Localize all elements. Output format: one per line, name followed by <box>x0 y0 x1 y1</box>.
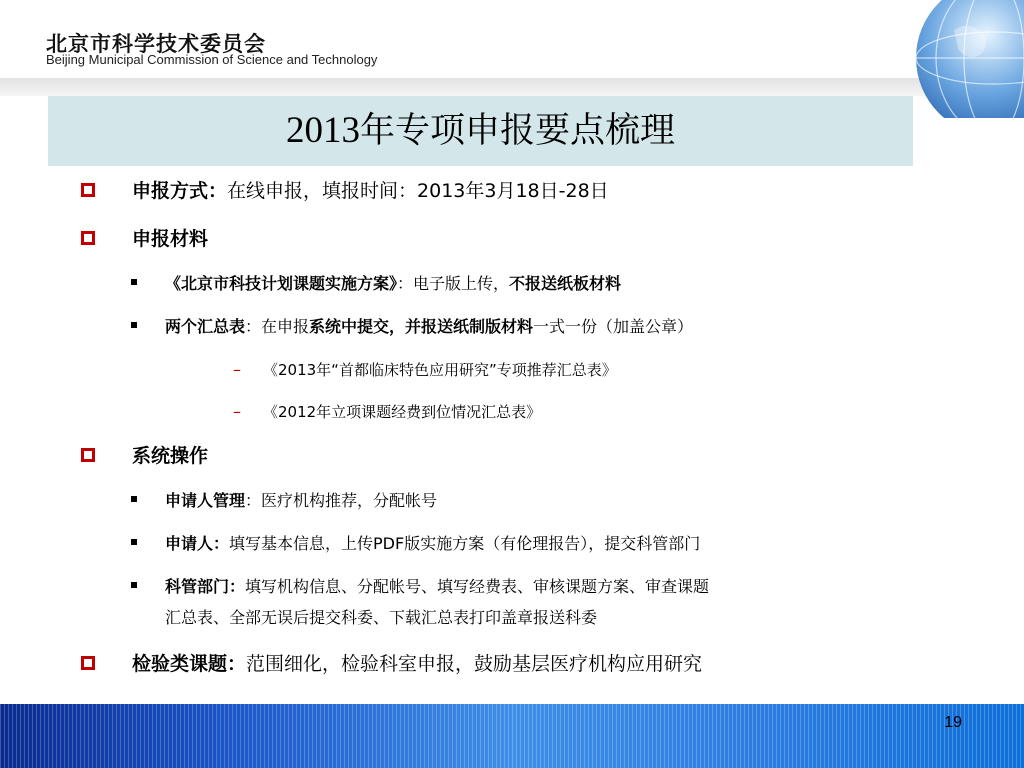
org-name-cn: 北京市科学技术委员会 <box>46 32 266 56</box>
title-text: 年专项申报要点梳理 <box>359 111 675 151</box>
subitem-label: 申请人管理 <box>165 491 246 510</box>
square-bullet-icon <box>131 539 137 545</box>
hollow-square-bullet-icon <box>81 183 95 197</box>
subitem-label: 两个汇总表 <box>165 317 246 336</box>
item-text <box>132 651 702 677</box>
table-name: 《2013年“首都临床特色应用研究”专项推荐汇总表》 <box>263 361 617 379</box>
subitem-text <box>165 531 700 557</box>
subitem-value: ：电子版上传， <box>397 274 510 293</box>
subitem-text <box>165 271 621 297</box>
subitem-text <box>165 574 709 600</box>
subitem-text <box>165 314 693 340</box>
subitem-value: 填写机构信息、分配帐号、填写经费表、审核课题方案、审查课题 <box>245 577 710 596</box>
item-label: 申报方式： <box>132 180 228 202</box>
org-name-en: Beijing Municipal Commission of Science and Technology <box>46 52 378 67</box>
subitem-value-2: 一式一份（加盖公章） <box>533 317 694 336</box>
table-name: 《2012年立项课题经费到位情况汇总表》 <box>263 403 542 421</box>
globe-icon <box>894 0 1024 118</box>
title-box <box>48 96 913 166</box>
subitem-text-continued: 汇总表、全部无误后提交科委、下载汇总表打印盖章报送科委 <box>165 608 598 627</box>
item-value: 范围细化，检验科室申报，鼓励基层医疗机构应用研究 <box>246 653 703 675</box>
square-bullet-icon <box>131 582 137 588</box>
item-text <box>132 443 208 469</box>
footer-bar <box>0 704 1024 768</box>
square-bullet-icon <box>131 322 137 328</box>
dash-bullet: – <box>233 360 241 379</box>
subitem-label: 科管部门： <box>165 577 246 596</box>
item-label: 申报材料 <box>132 228 209 250</box>
hollow-square-bullet-icon <box>81 231 95 245</box>
item-text <box>132 178 609 204</box>
hollow-square-bullet-icon <box>81 448 95 462</box>
subitem-emphasis: 不报送纸板材料 <box>509 274 622 293</box>
doc-name: 《北京市科技计划课题实施方案》 <box>165 274 398 293</box>
item-label: 检验类课题： <box>132 653 247 675</box>
hollow-square-bullet-icon <box>81 656 95 670</box>
subitem-value: ：医疗机构推荐，分配帐号 <box>245 491 438 510</box>
title-year: 2013 <box>285 110 360 151</box>
item-label: 系统操作 <box>132 445 209 467</box>
subitem-text <box>165 488 437 514</box>
square-bullet-icon <box>131 279 137 285</box>
slide-title <box>48 96 913 166</box>
item-text <box>132 226 208 252</box>
page-number: 19 <box>944 714 962 731</box>
square-bullet-icon <box>131 496 137 502</box>
subitem-value: 填写基本信息，上传PDF版实施方案（有伦理报告），提交科管部门 <box>229 534 701 553</box>
header-bar <box>0 78 1024 96</box>
subitem-value: ：在申报 <box>245 317 310 336</box>
subitem-emphasis: 系统中提交，并报送纸制版材料 <box>309 317 534 336</box>
header <box>0 0 1024 78</box>
dash-bullet: – <box>233 402 241 421</box>
item-value: 在线申报，填报时间：2013年3月18日-28日 <box>227 180 609 202</box>
subitem-label: 申请人： <box>165 534 230 553</box>
